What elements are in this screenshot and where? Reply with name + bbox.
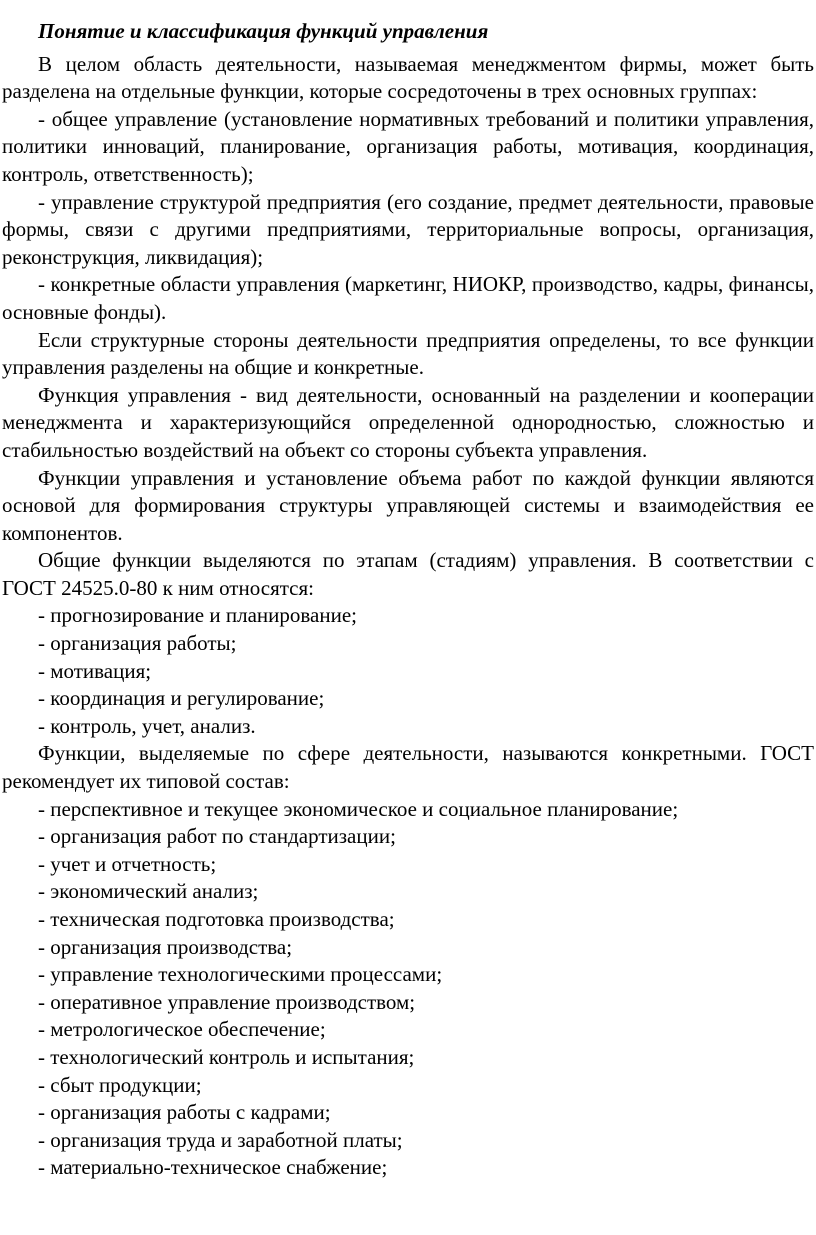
list-item: - организация работы с кадрами; <box>38 1100 331 1125</box>
list-item: - метрологическое обеспечение; <box>38 1017 326 1042</box>
list-item: - оперативное управление производством; <box>38 989 416 1014</box>
general-functions-list <box>2 602 814 740</box>
group-structure-management: - управление структурой предприятия (его создание, предмет деятельности, правовые формы, связи с другими предприятиями, территориальные вопросы, организация, реконструкция, ликвидация); <box>2 189 814 269</box>
list-item: - мотивация; <box>38 658 152 683</box>
list-item: - перспективное и текущее экономическое и социальное планирование; <box>38 796 679 821</box>
list-item: - организация работ по стандартизации; <box>38 824 396 849</box>
list-item: - организация работы; <box>38 631 237 656</box>
list-item: - организация труда и заработной платы; <box>38 1127 403 1152</box>
list-item: - прогнозирование и планирование; <box>38 603 357 628</box>
function-definition-paragraph: Функция управления - вид деятельности, основанный на разделении и кооперации менеджмента и характеризующийся определенной однородностью, сложностью и стабильностью воздействий на объект со стороны субъекта управления. <box>2 382 814 462</box>
section-title: Понятие и классификация функций управления <box>38 19 489 43</box>
list-item: - учет и отчетность; <box>38 851 217 876</box>
general-specific-paragraph: Если структурные стороны деятельности предприятия определены, то все функции управления разделены на общие и конкретные. <box>2 327 814 380</box>
group-specific-areas: - конкретные области управления (маркетинг, НИОКР, производство, кадры, финансы, основные фонды). <box>2 272 814 324</box>
list-item: - контроль, учет, анализ. <box>38 713 256 738</box>
specific-functions-intro: Функции, выделяемые по сфере деятельности, называются конкретными. ГОСТ рекомендует их типовой состав: <box>2 741 814 794</box>
general-functions-intro: Общие функции выделяются по этапам (стадиям) управления. В соответствии с ГОСТ 24525.0-80 к ним относятся: <box>2 548 814 600</box>
list-item: - управление технологическими процессами; <box>38 962 443 987</box>
list-item: - материально-техническое снабжение; <box>38 1155 388 1180</box>
list-item: - техническая подготовка производства; <box>38 907 395 931</box>
specific-functions-list <box>2 796 814 1182</box>
structure-basis-paragraph: Функции управления и установление объема работ по каждой функции являются основой для формирования структуры управляющей системы и взаимодействия ее компонентов. <box>2 465 814 545</box>
group-general-management: - общее управление (установление нормативных требований и политики управления, политики инноваций, планирование, организация работы, мотивация, координация, контроль, ответственность); <box>2 106 814 186</box>
list-item: - технологический контроль и испытания; <box>38 1044 415 1069</box>
list-item: - экономический анализ; <box>38 879 259 904</box>
list-item: - сбыт продукции; <box>38 1072 202 1097</box>
list-item: - координация и регулирование; <box>38 686 325 711</box>
intro-paragraph: В целом область деятельности, называемая менеджментом фирмы, может быть разделена на отдельные функции, которые сосредоточены в трех основных группах: <box>2 51 814 104</box>
list-item: - организация производства; <box>38 934 293 959</box>
